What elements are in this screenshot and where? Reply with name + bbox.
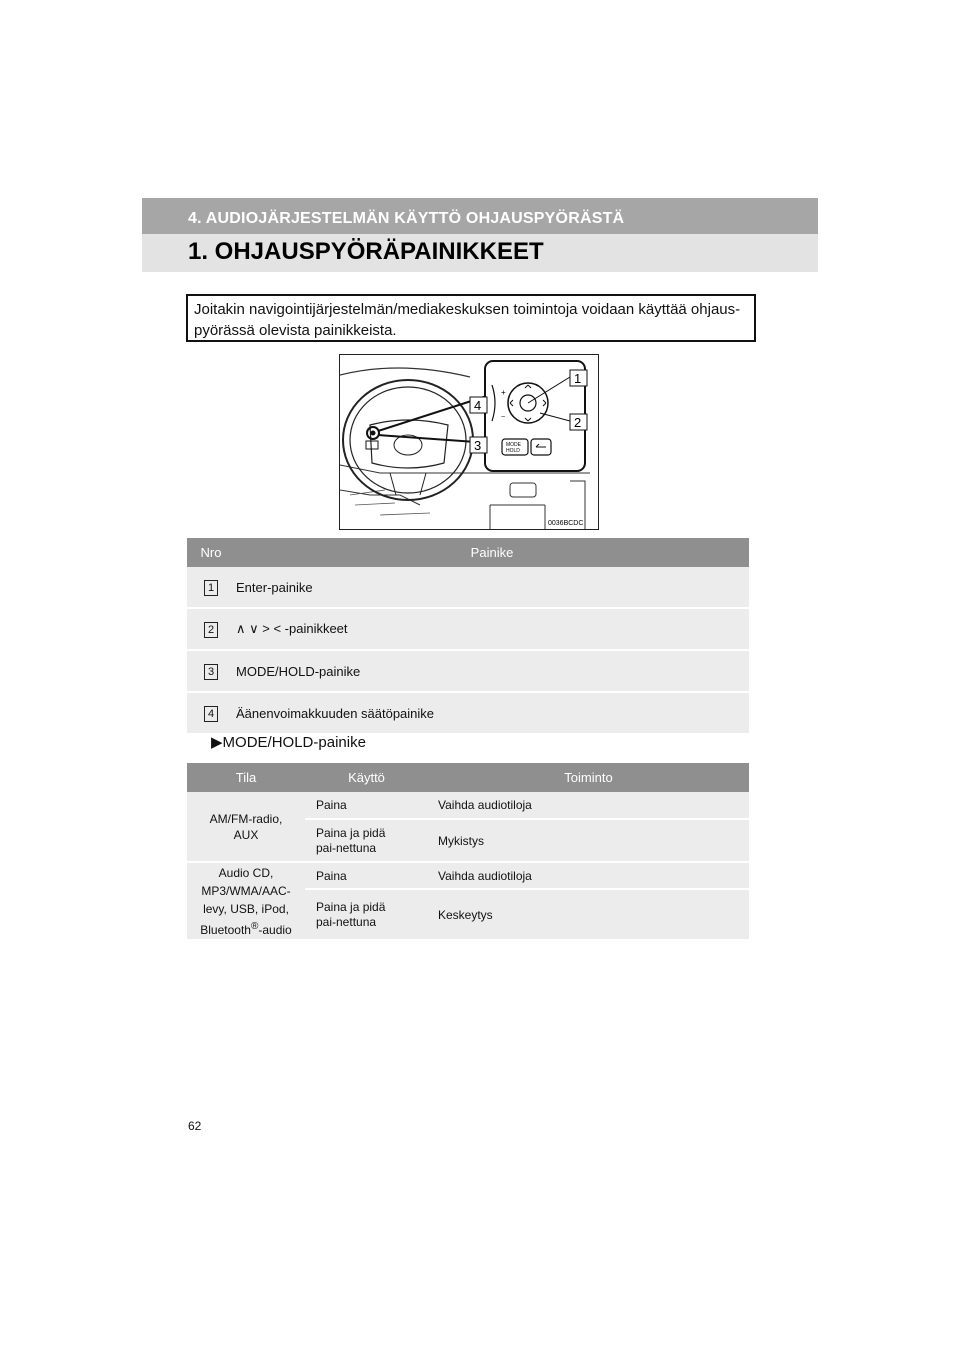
col-header-painike: Painike [235, 538, 749, 567]
button-label: Äänenvoimakkuuden säätöpainike [235, 692, 749, 734]
svg-text:1: 1 [574, 371, 582, 386]
mode-hold-table [187, 763, 749, 941]
steering-wheel-figure [339, 354, 599, 530]
callout-3 [470, 437, 487, 453]
subheading [211, 733, 366, 751]
intro-box: Joitakin navigointijärjestelmän/mediakeskuksen toimintoja voidaan käyttää ohjaus-pyörässä olevista painikkeista. [186, 294, 756, 342]
usage-cell: Paina [305, 862, 428, 889]
table-row [187, 608, 749, 650]
table-row [187, 792, 749, 819]
svg-text:3: 3 [474, 438, 482, 453]
mode-cell: AM/FM-radio, AUX [187, 792, 305, 862]
function-cell: Keskeytys [428, 889, 749, 940]
steering-wheel-illustration [340, 355, 598, 529]
function-cell: Vaihda audiotiloja [428, 862, 749, 889]
mode-text: MODE [506, 442, 521, 448]
section-title: 4. AUDIOJÄRJESTELMÄN KÄYTTÖ OHJAUSPYÖRÄSTÄ [188, 210, 625, 227]
page-title: 1. OHJAUSPYÖRÄPAINIKKEET [188, 238, 544, 265]
section-header [142, 198, 818, 234]
svg-text:2: 2 [574, 415, 582, 430]
callout-2 [570, 414, 587, 430]
subheading-text: MODE/HOLD-painike [222, 734, 366, 751]
svg-text:4: 4 [474, 398, 482, 413]
table-row [187, 650, 749, 692]
mode-cell: Audio CD, MP3/WMA/AAC-levy, USB, iPod, Bluetooth®-audio [187, 862, 305, 940]
number-badge: 4 [204, 706, 218, 722]
callout-1 [570, 370, 587, 386]
usage-cell: Paina ja pidä pai-nettuna [305, 889, 428, 940]
col-header-nro: Nro [187, 538, 235, 567]
button-label: Enter-painike [235, 567, 749, 608]
hold-text: HOLD [506, 448, 520, 454]
number-badge: 1 [204, 580, 218, 596]
number-badge: 3 [204, 664, 218, 680]
svg-text:−: − [501, 414, 506, 421]
button-label: ∧ ∨ > < -painikkeet [235, 608, 749, 650]
usage-cell: Paina ja pidä pai-nettuna [305, 819, 428, 862]
table-row [187, 692, 749, 734]
button-label: MODE/HOLD-painike [235, 650, 749, 692]
table-row [187, 862, 749, 889]
number-badge: 2 [204, 622, 218, 638]
col-header-tila: Tila [187, 763, 305, 792]
function-cell: Mykistys [428, 819, 749, 862]
page-title-bar [142, 234, 818, 272]
table-row [187, 567, 749, 608]
page-number: 62 [188, 1119, 202, 1133]
buttons-table [187, 538, 749, 735]
triangle-marker-icon: ▶ [211, 734, 223, 751]
col-header-kaytto: Käyttö [305, 763, 428, 792]
svg-text:+: + [501, 388, 506, 397]
col-header-toiminto: Toiminto [428, 763, 749, 792]
callout-4 [470, 397, 487, 413]
function-cell: Vaihda audiotiloja [428, 792, 749, 819]
usage-cell: Paina [305, 792, 428, 819]
figure-code: 0036BCDC [548, 520, 584, 527]
